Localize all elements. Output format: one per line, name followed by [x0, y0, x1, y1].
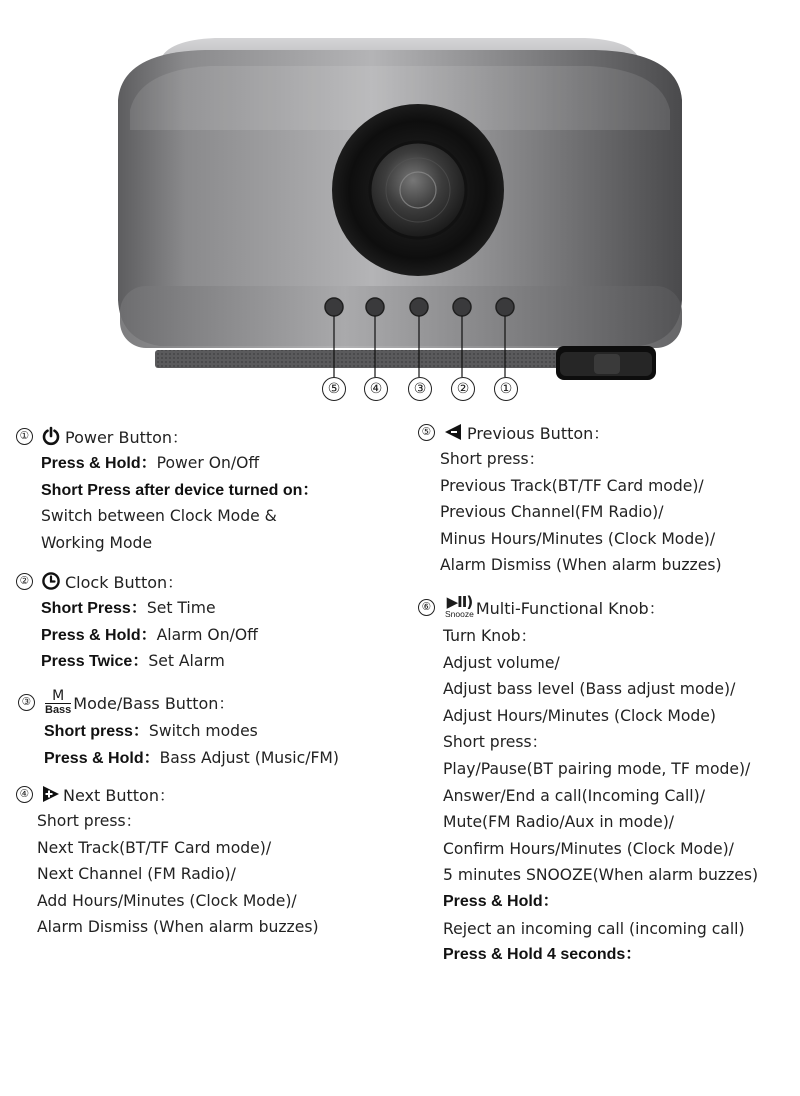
line-text: Answer/End a call(Incoming Call)/ [443, 786, 705, 805]
callout-2: ② [451, 377, 475, 401]
section-title: Mode/Bass Button： [73, 693, 235, 713]
line-text: Mute(FM Radio/Aux in mode)/ [443, 813, 675, 832]
power-header [16, 422, 318, 450]
section-number: ⑤ [418, 424, 435, 441]
section-title: Clock Button： [65, 572, 184, 592]
line-text: Alarm Dismiss (When alarm buzzes) [37, 918, 319, 937]
line-text: Previous Track(BT/TF Card mode)/ [440, 476, 704, 495]
section-title: Multi-Functional Knob： [475, 598, 665, 618]
line-text: 5 minutes SNOOZE(When alarm buzzes) [443, 866, 759, 885]
callout-3: ③ [408, 377, 432, 401]
power-section [16, 422, 318, 556]
knob-header [418, 591, 758, 623]
section-title: Previous Button： [467, 423, 610, 443]
callout-1: ① [494, 377, 518, 401]
knob-lines [443, 623, 758, 969]
clock-icon [41, 571, 61, 591]
line-text: Play/Pause(BT pairing mode, TF mode)/ [443, 759, 751, 778]
line-key: Short Press： [41, 600, 147, 617]
line-text: Next Track(BT/TF Card mode)/ [37, 838, 272, 857]
callout-4: ④ [364, 377, 388, 401]
section-number: ③ [18, 694, 35, 711]
line-text: Turn Knob： [443, 627, 537, 645]
previous-icon [443, 423, 463, 441]
line-text: Previous Channel(FM Radio)/ [440, 503, 664, 522]
line-value: Switch modes [148, 722, 258, 740]
line-value: Switch between Clock Mode & [41, 507, 277, 526]
previous-header [418, 418, 722, 446]
line-text: Reject an incoming call (incoming call) [443, 919, 745, 938]
line-value: Bass Adjust (Music/FM) [159, 748, 339, 767]
line-text: Adjust volume/ [443, 653, 560, 672]
line-value: Power On/Off [156, 454, 260, 472]
clock-section [16, 567, 258, 675]
clock-header [16, 567, 258, 595]
line-key: Press & Hold： [41, 626, 157, 644]
next-icon [41, 785, 61, 803]
line-key: Short press： [44, 723, 149, 740]
power-icon [41, 426, 61, 446]
section-number: ① [16, 428, 33, 445]
line-text: Next Channel (FM Radio)/ [37, 865, 236, 884]
line-key: Press & Hold： [41, 455, 157, 472]
section-title: Next Button： [63, 785, 175, 805]
line-text: Minus Hours/Minutes (Clock Mode)/ [440, 529, 716, 548]
section-number: ② [16, 573, 33, 590]
section-number: ⑥ [418, 599, 435, 616]
line-key: Press & Hold： [44, 749, 160, 767]
mode-bass-section [18, 686, 339, 771]
line-value: Working Mode [41, 533, 153, 552]
section-number: ④ [16, 786, 33, 803]
line-text: Short press： [37, 812, 142, 830]
play-pause-icon: ▶II) Snooze [445, 593, 474, 620]
knob-section [418, 591, 758, 969]
line-value: Alarm On/Off [156, 625, 258, 644]
line-text: Confirm Hours/Minutes (Clock Mode)/ [443, 839, 734, 858]
callout-5: ⑤ [322, 377, 346, 401]
section-title: Power Button： [65, 427, 189, 447]
next-section [16, 780, 319, 941]
line-value: Set Alarm [148, 652, 225, 671]
line-text: Press & Hold 4 seconds： [443, 946, 642, 964]
next-header [16, 780, 319, 808]
speaker-device-illustration [0, 0, 800, 410]
mode-bass-icon: M Bass [45, 687, 72, 716]
previous-section [418, 418, 722, 579]
line-text: Press & Hold： [443, 892, 559, 910]
line-text: Alarm Dismiss (When alarm buzzes) [440, 556, 722, 575]
line-text: Add Hours/Minutes (Clock Mode)/ [37, 891, 297, 910]
line-key: Press Twice： [41, 653, 149, 671]
line-key: Short Press after device turned on： [41, 481, 319, 499]
mode-bass-header [18, 686, 339, 718]
line-text: Adjust bass level (Bass adjust mode)/ [443, 680, 736, 699]
line-text: Short press： [440, 450, 545, 468]
line-text: Adjust Hours/Minutes (Clock Mode) [443, 706, 716, 725]
line-text: Short press： [443, 733, 548, 752]
line-value: Set Time [146, 599, 216, 617]
